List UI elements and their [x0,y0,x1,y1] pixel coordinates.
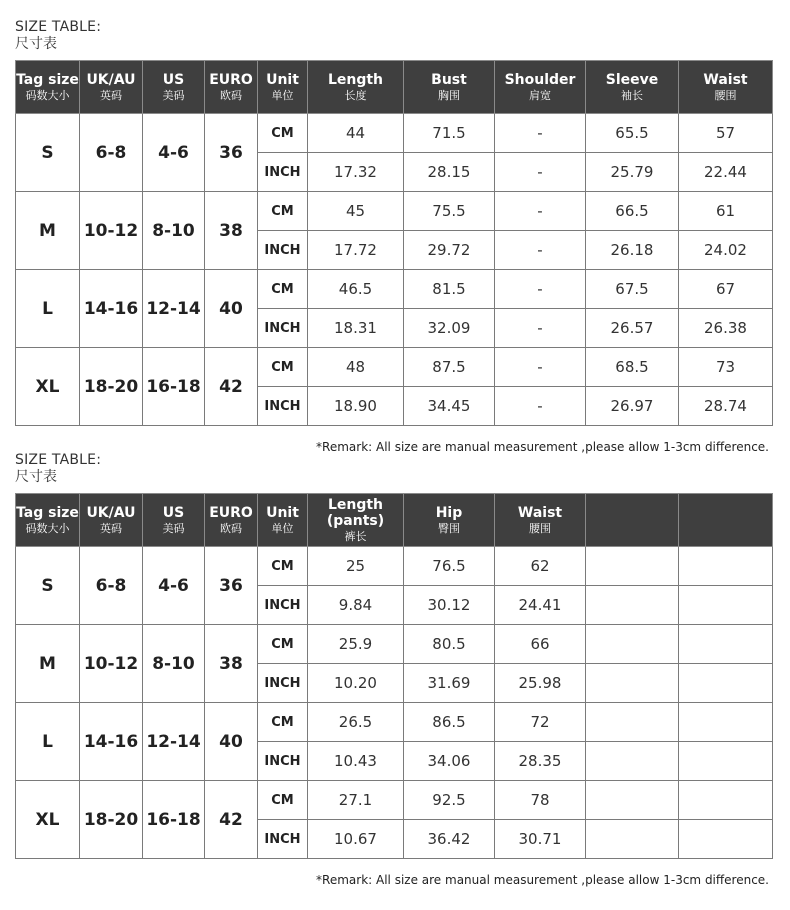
measurement-cell: 66.5 [586,192,679,231]
measurement-cell [586,820,679,859]
column-header-label: Length (pants) [326,496,385,529]
tag-size-cell: XL [16,781,80,859]
measurement-cell: 28.15 [404,153,495,192]
measurement-cell: 26.18 [586,231,679,270]
table-row [16,270,773,309]
euro-size-cell: 38 [205,192,258,270]
measurement-cell [586,781,679,820]
section-title-cn: 尺寸表 [15,36,57,52]
table-row [16,114,773,153]
column-header [16,61,80,114]
section-title: SIZE TABLE: [15,19,102,35]
tag-size-cell: S [16,114,80,192]
column-header-label: Sleeve [605,71,659,88]
column-header-label: Length [327,71,384,88]
column-header [80,61,143,114]
uk-au-size-cell: 18-20 [80,348,143,426]
measurement-cell: 24.02 [679,231,773,270]
measurement-cell: 30.12 [404,586,495,625]
column-header [495,61,586,114]
column-header [586,61,679,114]
column-header-label: Hip [435,504,463,521]
measurement-cell: 29.72 [404,231,495,270]
measurement-cell [586,742,679,781]
measurement-cell: 45 [308,192,404,231]
measurement-cell [679,742,773,781]
column-header-label-cn: 欧码 [220,521,242,535]
measurement-cell: 57 [679,114,773,153]
column-header [495,494,586,547]
measurement-cell: 25.98 [495,664,586,703]
column-header-label: US [162,504,185,521]
us-size-cell: 8-10 [143,192,205,270]
measurement-cell: 67 [679,270,773,309]
column-header-label-cn: 肩宽 [529,88,551,102]
measurement-cell [586,664,679,703]
measurement-cell: 17.32 [308,153,404,192]
measurement-cell: 22.44 [679,153,773,192]
us-size-cell: 16-18 [143,348,205,426]
column-header [80,494,143,547]
remark-note: *Remark: All size are manual measurement ,please allow 1-3cm difference. [316,873,769,887]
unit-cell: INCH [258,387,308,426]
column-header-label: UK/AU [86,71,136,88]
size-table-top [15,60,773,426]
us-size-cell: 4-6 [143,114,205,192]
table-header-row [16,494,773,547]
measurement-cell: 44 [308,114,404,153]
measurement-cell: 68.5 [586,348,679,387]
column-header-label-cn: 裤长 [344,529,367,543]
tag-size-cell: M [16,625,80,703]
measurement-cell: 17.72 [308,231,404,270]
tag-size-cell: S [16,547,80,625]
measurement-cell [679,820,773,859]
euro-size-cell: 42 [205,781,258,859]
column-header-label-cn: 臀围 [438,521,460,535]
uk-au-size-cell: 10-12 [80,192,143,270]
size-table-section-bottom [15,452,772,859]
table-row [16,192,773,231]
column-header-label-cn: 单位 [271,521,294,535]
measurement-cell: 67.5 [586,270,679,309]
measurement-cell: 87.5 [404,348,495,387]
column-header-label-cn: 单位 [271,88,294,102]
table-row [16,625,773,664]
tag-size-cell: L [16,703,80,781]
column-header-label: Waist [517,504,563,521]
euro-size-cell: 40 [205,703,258,781]
remark-note: *Remark: All size are manual measurement ,please allow 1-3cm difference. [316,440,769,454]
measurement-cell: 10.20 [308,664,404,703]
column-header-label-cn: 腰围 [529,521,551,535]
column-header [679,61,773,114]
euro-size-cell: 38 [205,625,258,703]
uk-au-size-cell: 6-8 [80,114,143,192]
column-header [679,494,773,547]
measurement-cell: 36.42 [404,820,495,859]
measurement-cell: - [495,270,586,309]
measurement-cell: 65.5 [586,114,679,153]
measurement-cell: - [495,192,586,231]
us-size-cell: 16-18 [143,781,205,859]
unit-cell: CM [258,192,308,231]
measurement-cell: 9.84 [308,586,404,625]
uk-au-size-cell: 14-16 [80,703,143,781]
unit-cell: INCH [258,586,308,625]
euro-size-cell: 42 [205,348,258,426]
us-size-cell: 8-10 [143,625,205,703]
unit-cell: INCH [258,664,308,703]
euro-size-cell: 36 [205,547,258,625]
tag-size-cell: M [16,192,80,270]
column-header-label-cn: 码数大小 [25,88,70,102]
column-header-label-cn: 英码 [100,521,122,535]
column-header-label: Shoulder [504,71,576,88]
measurement-cell: 80.5 [404,625,495,664]
column-header [205,61,258,114]
unit-cell: CM [258,703,308,742]
measurement-cell: 92.5 [404,781,495,820]
measurement-cell: 26.38 [679,309,773,348]
measurement-cell: 25.9 [308,625,404,664]
measurement-cell: - [495,387,586,426]
column-header-label: Unit [266,71,299,88]
column-header [258,61,308,114]
measurement-cell: 32.09 [404,309,495,348]
measurement-cell: 10.43 [308,742,404,781]
size-table-section-top [15,19,772,426]
measurement-cell: 86.5 [404,703,495,742]
tag-size-cell: XL [16,348,80,426]
measurement-cell: 25.79 [586,153,679,192]
measurement-cell: 30.71 [495,820,586,859]
measurement-cell: 73 [679,348,773,387]
column-header-label-cn: 美码 [162,521,185,535]
measurement-cell [679,781,773,820]
tag-size-cell: L [16,270,80,348]
column-header [205,494,258,547]
column-header-label: Unit [266,504,299,521]
measurement-cell: 72 [495,703,586,742]
measurement-cell: 76.5 [404,547,495,586]
column-header-label-cn: 英码 [100,88,122,102]
measurement-cell: 27.1 [308,781,404,820]
measurement-cell: 48 [308,348,404,387]
measurement-cell: 10.67 [308,820,404,859]
measurement-cell [586,625,679,664]
euro-size-cell: 40 [205,270,258,348]
size-table-bottom [15,493,773,859]
table-row [16,348,773,387]
column-header [308,61,404,114]
unit-cell: INCH [258,153,308,192]
column-header-label-cn: 腰围 [714,88,737,102]
measurement-cell: 34.45 [404,387,495,426]
measurement-cell: 31.69 [404,664,495,703]
measurement-cell: 28.35 [495,742,586,781]
us-size-cell: 12-14 [143,703,205,781]
measurement-cell [679,664,773,703]
measurement-cell: 24.41 [495,586,586,625]
column-header-label: UK/AU [86,504,136,521]
uk-au-size-cell: 10-12 [80,625,143,703]
column-header-label: Bust [431,71,467,88]
column-header [16,494,80,547]
column-header-label: EURO [209,71,253,88]
uk-au-size-cell: 6-8 [80,547,143,625]
column-header-label-cn: 码数大小 [25,521,70,535]
measurement-cell: 81.5 [404,270,495,309]
measurement-cell [679,703,773,742]
column-header-label: Tag size [16,504,79,521]
measurement-cell: 46.5 [308,270,404,309]
column-header-label-cn: 袖长 [621,88,643,102]
table-row [16,703,773,742]
measurement-cell [679,586,773,625]
column-header-label: Tag size [16,71,79,88]
measurement-cell: 71.5 [404,114,495,153]
column-header [143,61,205,114]
unit-cell: CM [258,348,308,387]
euro-size-cell: 36 [205,114,258,192]
section-title-cn: 尺寸表 [15,469,57,485]
table-header-row [16,61,773,114]
column-header [586,494,679,547]
table-row [16,547,773,586]
us-size-cell: 4-6 [143,547,205,625]
measurement-cell [679,625,773,664]
measurement-cell: - [495,231,586,270]
column-header [404,494,495,547]
measurement-cell [586,703,679,742]
measurement-cell: 34.06 [404,742,495,781]
us-size-cell: 12-14 [143,270,205,348]
column-header [258,494,308,547]
table-row [16,781,773,820]
uk-au-size-cell: 14-16 [80,270,143,348]
unit-cell: INCH [258,820,308,859]
column-header-label-cn: 欧码 [220,88,242,102]
column-header [404,61,495,114]
measurement-cell: - [495,114,586,153]
measurement-cell: - [495,153,586,192]
measurement-cell [679,547,773,586]
measurement-cell: 25 [308,547,404,586]
section-title: SIZE TABLE: [15,452,102,468]
column-header-label: EURO [209,504,253,521]
column-header [143,494,205,547]
column-header-label: US [162,71,185,88]
measurement-cell: 18.90 [308,387,404,426]
unit-cell: INCH [258,742,308,781]
measurement-cell [586,586,679,625]
unit-cell: CM [258,625,308,664]
unit-cell: CM [258,270,308,309]
measurement-cell: - [495,348,586,387]
column-header-label-cn: 胸围 [438,88,460,102]
column-header-label-cn: 长度 [344,88,367,102]
column-header [308,494,404,547]
measurement-cell: - [495,309,586,348]
unit-cell: CM [258,114,308,153]
column-header-label-cn: 美码 [162,88,185,102]
unit-cell: INCH [258,309,308,348]
measurement-cell [586,547,679,586]
measurement-cell: 28.74 [679,387,773,426]
measurement-cell: 66 [495,625,586,664]
measurement-cell: 62 [495,547,586,586]
measurement-cell: 18.31 [308,309,404,348]
unit-cell: CM [258,781,308,820]
uk-au-size-cell: 18-20 [80,781,143,859]
unit-cell: CM [258,547,308,586]
measurement-cell: 61 [679,192,773,231]
unit-cell: INCH [258,231,308,270]
measurement-cell: 26.57 [586,309,679,348]
column-header-label: Waist [703,71,748,88]
measurement-cell: 26.5 [308,703,404,742]
measurement-cell: 78 [495,781,586,820]
measurement-cell: 75.5 [404,192,495,231]
measurement-cell: 26.97 [586,387,679,426]
